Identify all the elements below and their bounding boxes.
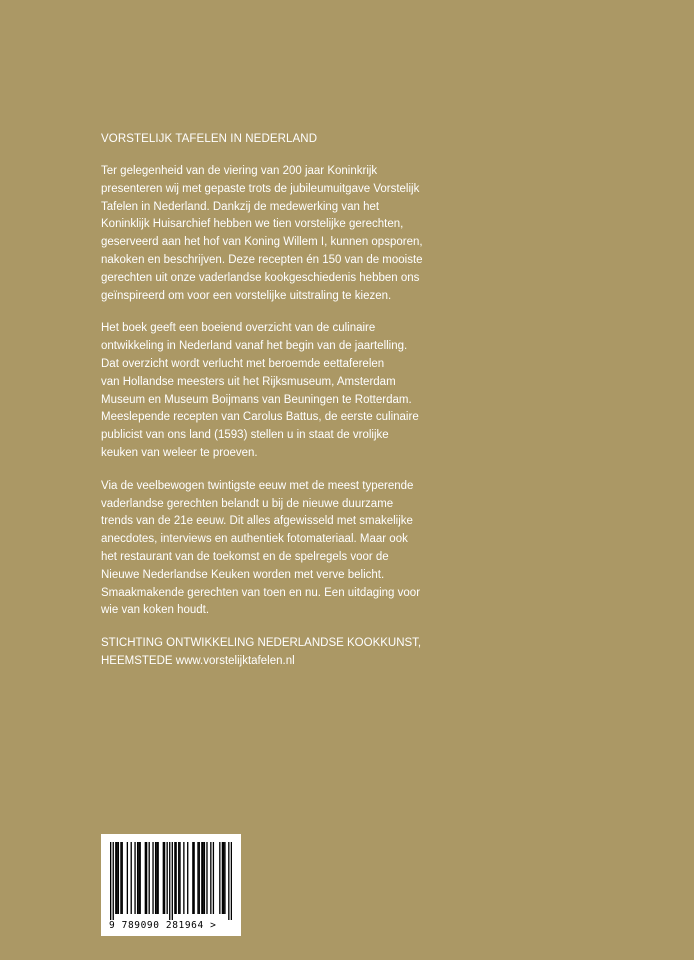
barcode-bar — [172, 842, 173, 920]
barcode-bar — [158, 842, 159, 914]
barcode-bar — [152, 842, 153, 914]
barcode-bar — [110, 842, 111, 920]
barcode-bar — [213, 842, 214, 914]
barcode-bar — [175, 842, 176, 914]
barcode-bar — [204, 842, 205, 914]
barcode-bar — [167, 842, 168, 914]
barcode-bar — [163, 842, 164, 914]
barcode-bar — [179, 842, 180, 914]
barcode-bar — [206, 842, 207, 914]
barcode-bar — [134, 842, 135, 914]
barcode-bar — [137, 842, 138, 914]
barcode-bar — [223, 842, 224, 914]
barcode-bar — [210, 842, 211, 914]
barcode-bar — [138, 842, 139, 914]
barcode-bar — [131, 842, 132, 914]
barcode-bar — [149, 842, 150, 914]
paragraph-line: geserveerd aan het hof van Koning Willem I, kunnen opsporen, — [101, 236, 423, 249]
paragraph-line: Koninklijk Huisarchief hebben we tien vorstelijke gerechten, — [101, 218, 404, 231]
barcode-bar — [127, 842, 128, 914]
barcode-bar — [202, 842, 203, 914]
barcode-bar — [174, 842, 175, 914]
paragraph-line: het restaurant van de toekomst en de spelregels voor de — [101, 550, 389, 563]
paragraph-line: geïnspireerd om voor een vorstelijke uitstraling te kiezen. — [101, 289, 392, 302]
barcode-bar — [116, 842, 117, 914]
paragraph-line: presenteren wij met gepaste trots de jubileumuitgave Vorstelijk — [101, 182, 420, 195]
paragraph-line: Meeslepende recepten van Carolus Battus, de eerste culinaire — [101, 411, 419, 424]
back-cover-text — [101, 131, 571, 671]
book-title-heading: VORSTELIJK TAFELEN IN NEDERLAND — [101, 133, 318, 145]
barcode-bar — [113, 842, 114, 920]
paragraph-line: wie van koken houdt. — [101, 604, 210, 617]
paragraph-line: vaderlandse gerechten belandt u bij de nieuwe duurzame — [101, 497, 394, 510]
barcode-bar — [156, 842, 157, 914]
blurb-paragraph-1 — [101, 163, 571, 305]
paragraph-line: Via de veelbewogen twintigste eeuw met de meest typerende — [101, 479, 414, 492]
barcode-bar — [231, 842, 232, 920]
barcode-bar — [193, 842, 194, 914]
barcode-bar — [187, 842, 188, 914]
barcode-bar — [118, 842, 119, 914]
barcode-bar — [201, 842, 202, 914]
barcode-bar — [197, 842, 198, 914]
paragraph-line: Smaakmakende gerechten van toen en nu. Een uitdaging voor — [101, 586, 421, 599]
barcode-bar — [222, 842, 223, 914]
barcode-bar — [224, 842, 225, 914]
paragraph-line: Tafelen in Nederland. Dankzij de medewerking van het — [101, 200, 380, 213]
paragraph-line: van Hollandse meesters uit het Rijksmuseum, Amsterdam — [101, 375, 396, 388]
paragraph-line: Nieuwe Nederlandse Keuken worden met verve belicht. — [101, 568, 385, 581]
paragraph-line: gerechten uit onze vaderlandse kookgeschiedenis hebben ons — [101, 271, 420, 284]
barcode-bar — [115, 842, 116, 914]
paragraph-line: keuken van weleer te proeven. — [101, 446, 258, 459]
paragraph-line: Museum en Museum Boijmans van Beuningen te Rotterdam. — [101, 393, 412, 406]
publisher-name: STICHTING ONTWIKKELING NEDERLANDSE KOOKKUNST, — [101, 637, 422, 650]
publisher-location-website: HEEMSTEDE www.vorstelijktafelen.nl — [101, 654, 295, 667]
barcode-bars — [110, 842, 232, 920]
barcode-bar — [164, 842, 165, 914]
paragraph-line: publicist van ons land (1593) stellen u in staat de vrolijke — [101, 429, 389, 442]
barcode-bar — [228, 842, 229, 920]
barcode-bar — [145, 842, 146, 914]
blurb-paragraph-2 — [101, 320, 571, 462]
barcode-bar — [140, 842, 141, 914]
paragraph-line: trends van de 21e eeuw. Dit alles afgewisseld met smakelijke — [101, 515, 413, 528]
barcode-bar — [178, 842, 179, 914]
isbn-barcode — [101, 834, 241, 936]
barcode-bar — [192, 842, 193, 914]
blurb-paragraph-3 — [101, 478, 571, 620]
barcode-bar — [146, 842, 147, 914]
paragraph-line: ontwikkeling in Nederland vanaf het begin van de jaartelling. — [101, 340, 408, 353]
paragraph-line: anecdotes, interviews en authentiek fotomateriaal. Maar ook — [101, 533, 408, 546]
barcode-bar — [122, 842, 123, 914]
paragraph-line: Het boek geeft een boeiend overzicht van de culinaire — [101, 322, 376, 335]
barcode-bar — [120, 842, 121, 914]
barcode-bar — [155, 842, 156, 914]
paragraph-line: nakoken en beschrijven. Deze recepten én 150 van de mooiste — [101, 253, 423, 266]
barcode-bar — [199, 842, 200, 914]
paragraph-line: Dat overzicht wordt verlucht met beroemde eettaferelen — [101, 357, 385, 370]
barcode-bar — [183, 842, 184, 914]
isbn-number: 9 789090 281964 > — [109, 920, 217, 931]
publisher-info — [101, 635, 571, 671]
barcode-bar — [219, 842, 220, 914]
paragraph-line: Ter gelegenheid van de viering van 200 jaar Koninkrijk — [101, 165, 378, 177]
barcode-bar — [169, 842, 170, 920]
